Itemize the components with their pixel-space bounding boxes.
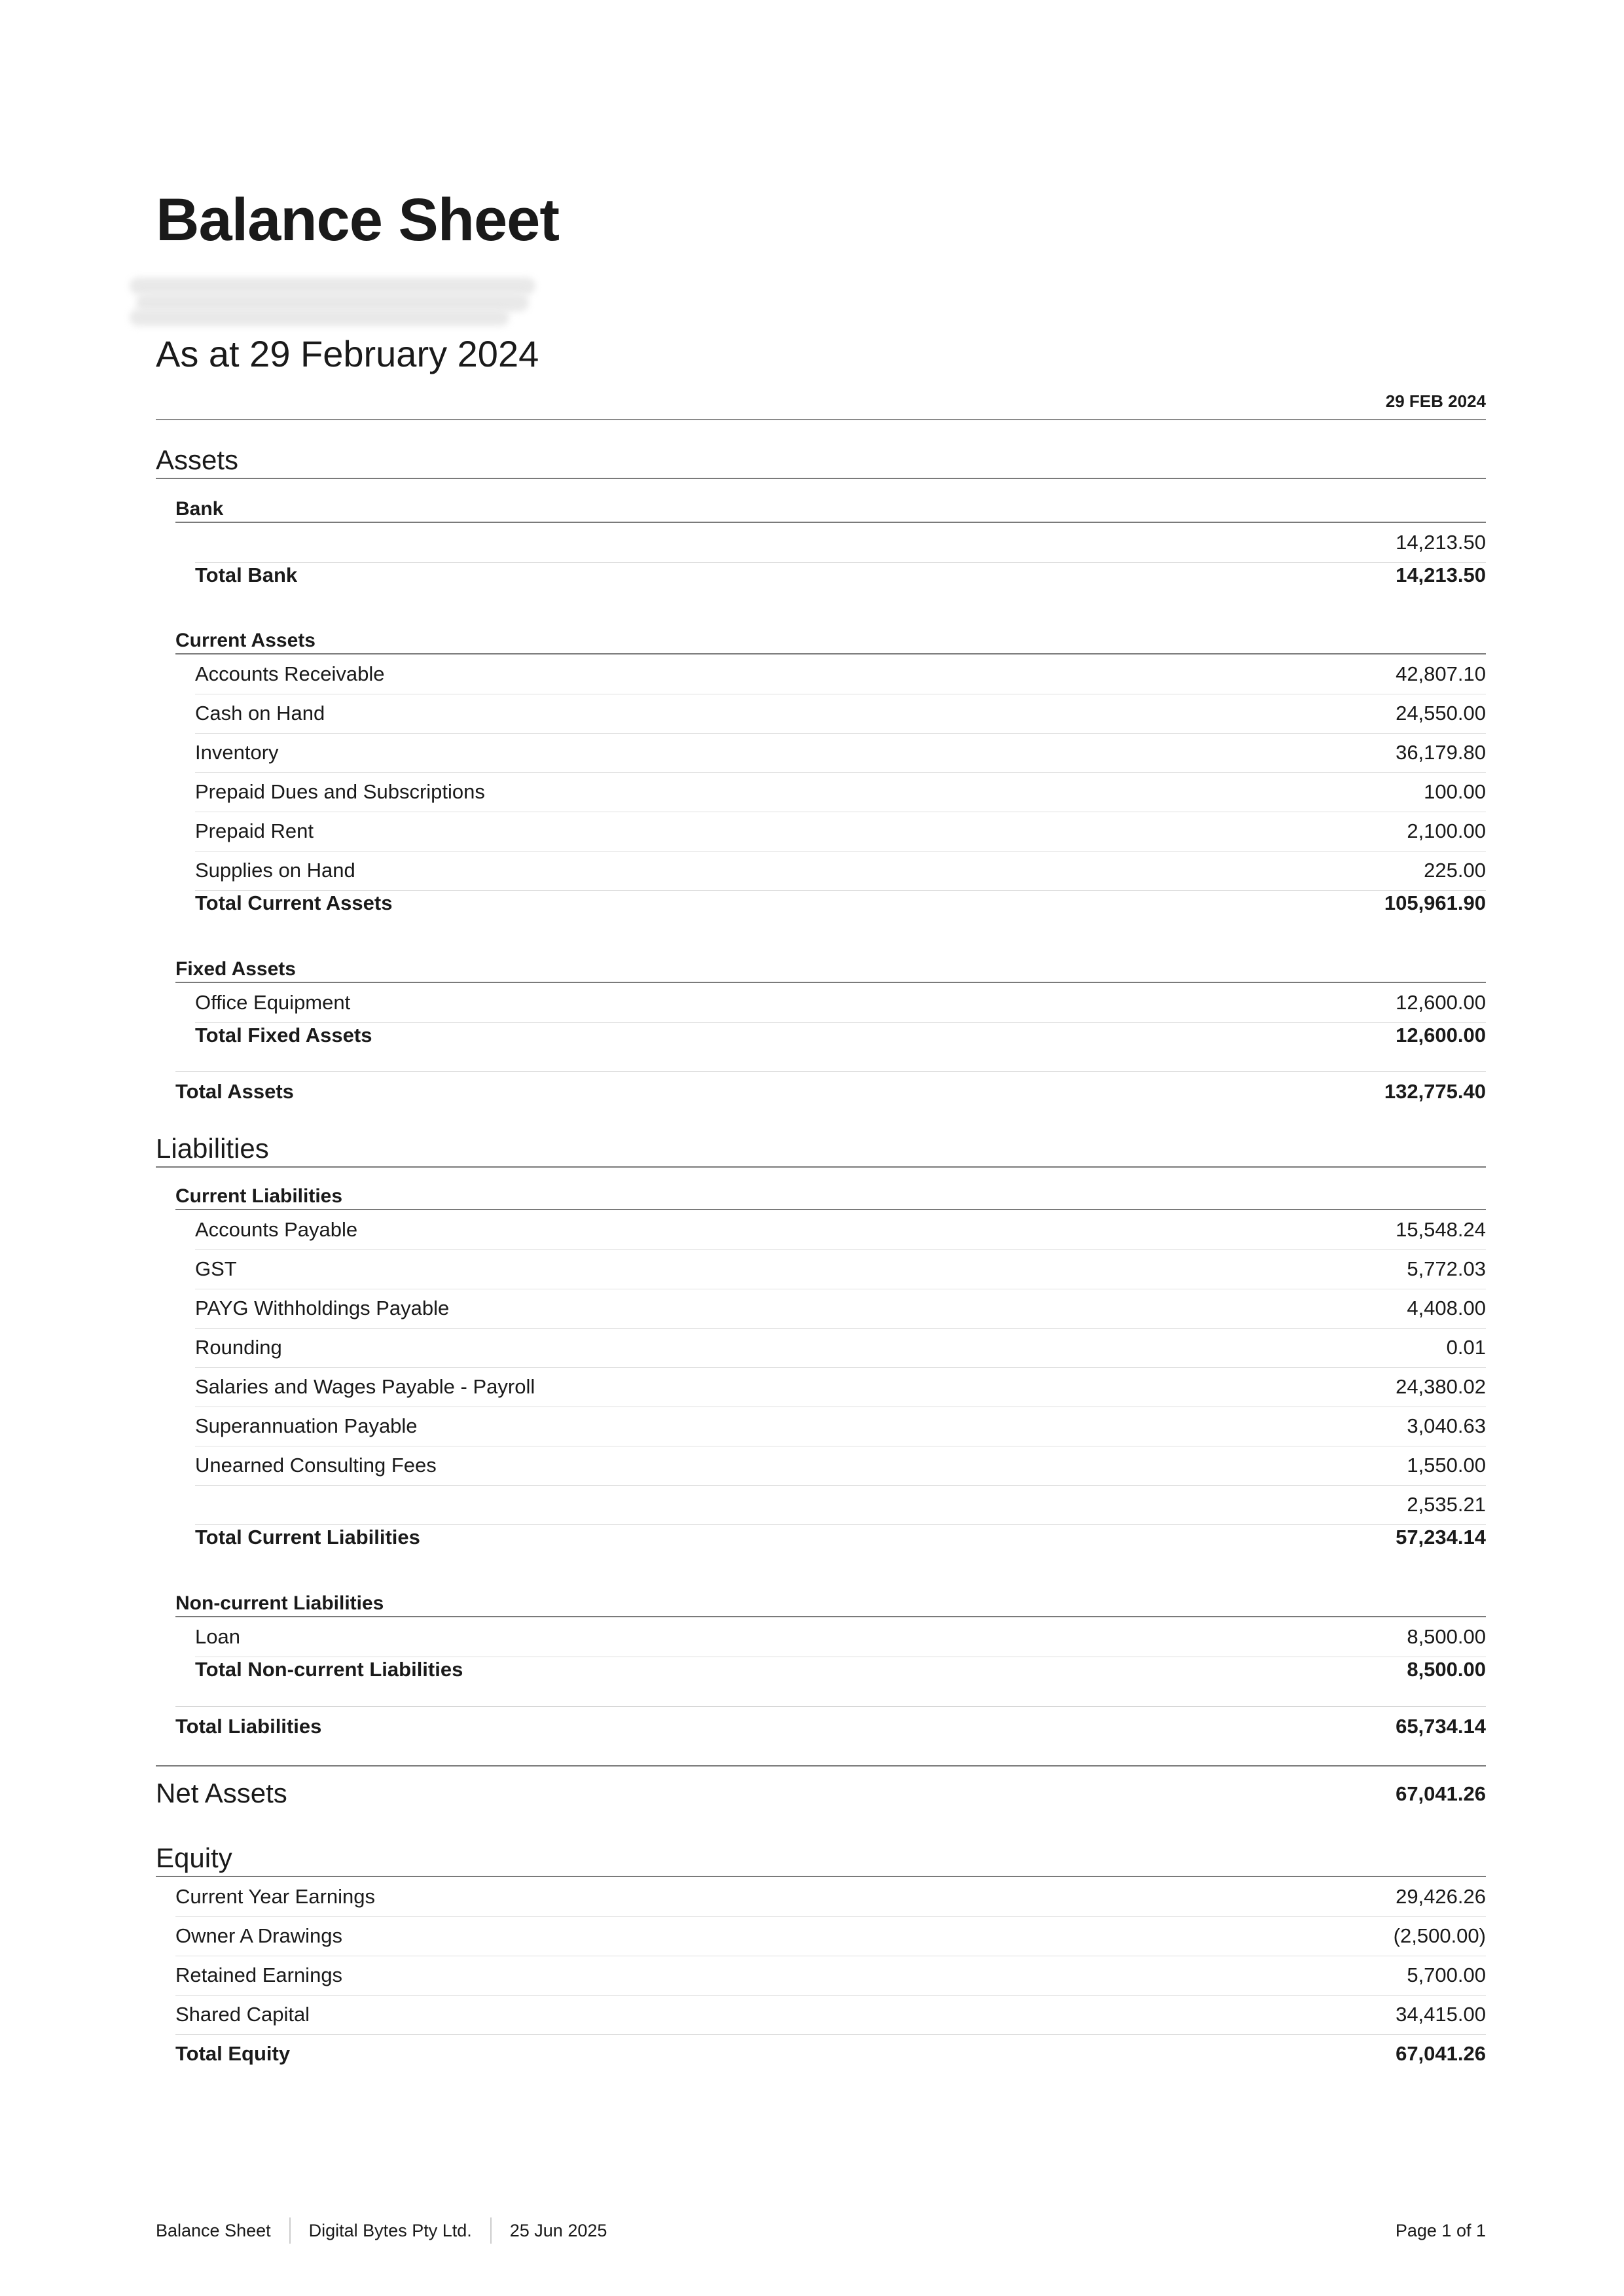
row-label: Salaries and Wages Payable - Payroll <box>195 1375 535 1398</box>
row-value: 5,772.03 <box>1407 1257 1486 1280</box>
section-divider <box>156 478 1486 479</box>
row-value: (2,500.00) <box>1393 1924 1486 1947</box>
row-label: Current Year Earnings <box>175 1885 376 1908</box>
row-value: 225.00 <box>1424 859 1486 882</box>
footer-page-number: Page 1 of 1 <box>1395 2221 1486 2240</box>
total-row-bank <box>195 556 1486 595</box>
table-row <box>195 812 1486 852</box>
row-value: 8,500.00 <box>1407 1625 1486 1648</box>
row-label: GST <box>195 1257 237 1280</box>
row-value: 2,535.21 <box>1407 1493 1486 1516</box>
row-value: 100.00 <box>1424 780 1486 803</box>
table-row <box>195 694 1486 734</box>
row-value: 2,100.00 <box>1407 819 1486 842</box>
footer-report-name: Balance Sheet <box>156 2221 271 2240</box>
row-value: 4,408.00 <box>1407 1297 1486 1319</box>
total-value: 12,600.00 <box>1396 1024 1486 1047</box>
table-row <box>195 1289 1486 1329</box>
row-label: Accounts Receivable <box>195 662 385 685</box>
row-value: 42,807.10 <box>1396 662 1486 685</box>
total-label: Total Liabilities <box>175 1715 322 1738</box>
table-row <box>195 1407 1486 1446</box>
table-row <box>175 1877 1486 1917</box>
net-assets-value: 67,041.26 <box>1396 1782 1486 1805</box>
row-label: Cash on Hand <box>195 702 325 725</box>
total-value: 132,775.40 <box>1384 1080 1486 1103</box>
row-value: 36,179.80 <box>1396 741 1486 764</box>
total-row-fixed-assets <box>195 1016 1486 1055</box>
group-title-noncurrent-liabilities: Non-current Liabilities <box>175 1592 384 1614</box>
total-label: Total Assets <box>175 1080 294 1103</box>
table-row <box>175 1916 1486 1956</box>
report-page <box>156 0 1486 2296</box>
row-label: Loan <box>195 1625 240 1648</box>
row-value: 3,040.63 <box>1407 1414 1486 1437</box>
table-row <box>195 1210 1486 1250</box>
total-row-noncurrent-liabilities <box>195 1650 1486 1689</box>
table-row <box>175 1956 1486 1996</box>
row-value: 0.01 <box>1446 1336 1486 1359</box>
row-label: Owner A Drawings <box>175 1924 342 1947</box>
row-label: Superannuation Payable <box>195 1414 418 1437</box>
row-label: Supplies on Hand <box>195 859 355 882</box>
row-value: 15,548.24 <box>1396 1218 1486 1241</box>
table-row <box>195 1328 1486 1368</box>
total-label: Total Current Assets <box>195 891 393 914</box>
row-label: Unearned Consulting Fees <box>195 1454 437 1477</box>
row-value: 5,700.00 <box>1407 1964 1486 1986</box>
row-value: 29,426.26 <box>1396 1885 1486 1908</box>
group-title-fixed-assets: Fixed Assets <box>175 958 296 980</box>
section-title-assets: Assets <box>156 444 239 475</box>
total-value: 57,234.14 <box>1396 1526 1486 1549</box>
report-date-subtitle: As at 29 February 2024 <box>156 333 539 374</box>
page-footer <box>156 2217 1486 2244</box>
table-row <box>195 655 1486 694</box>
total-value: 8,500.00 <box>1407 1658 1486 1681</box>
section-title-liabilities: Liabilities <box>156 1133 269 1164</box>
total-row-current-assets <box>195 884 1486 923</box>
redacted-company-name <box>130 274 549 330</box>
row-label: Prepaid Dues and Subscriptions <box>195 780 485 803</box>
total-label: Total Current Liabilities <box>195 1526 420 1549</box>
row-value: 1,550.00 <box>1407 1454 1486 1477</box>
row-value: 24,550.00 <box>1396 702 1486 725</box>
total-row-current-liabilities <box>195 1518 1486 1557</box>
footer-date: 25 Jun 2025 <box>490 2217 626 2244</box>
table-row <box>195 1446 1486 1486</box>
table-row <box>195 733 1486 773</box>
total-label: Total Equity <box>175 2042 291 2065</box>
report-title: Balance Sheet <box>156 187 559 253</box>
total-value: 65,734.14 <box>1396 1715 1486 1738</box>
total-row-assets <box>175 1071 1486 1111</box>
table-row <box>195 1367 1486 1407</box>
total-label: Total Fixed Assets <box>195 1024 372 1047</box>
table-row <box>175 1995 1486 2035</box>
row-value: 24,380.02 <box>1396 1375 1486 1398</box>
row-label: PAYG Withholdings Payable <box>195 1297 450 1319</box>
net-assets-row <box>156 1765 1486 1819</box>
footer-company: Digital Bytes Pty Ltd. <box>289 2217 490 2244</box>
header-divider <box>156 419 1486 420</box>
group-title-current-assets: Current Assets <box>175 630 316 651</box>
total-value: 67,041.26 <box>1396 2042 1486 2065</box>
row-label: Retained Earnings <box>175 1964 343 1986</box>
section-divider <box>156 1166 1486 1168</box>
net-assets-label: Net Assets <box>156 1778 287 1808</box>
row-label: Shared Capital <box>175 2003 310 2026</box>
table-row <box>195 772 1486 812</box>
row-value: 34,415.00 <box>1396 2003 1486 2026</box>
total-row-equity <box>175 2034 1486 2073</box>
total-value: 14,213.50 <box>1396 564 1486 586</box>
section-title-equity: Equity <box>156 1842 232 1873</box>
group-title-bank: Bank <box>175 498 224 520</box>
row-label: Prepaid Rent <box>195 819 314 842</box>
total-label: Total Bank <box>195 564 298 586</box>
column-header-date: 29 FEB 2024 <box>1385 391 1486 411</box>
total-value: 105,961.90 <box>1384 891 1486 914</box>
table-row <box>195 1249 1486 1289</box>
row-label: Rounding <box>195 1336 282 1359</box>
group-title-current-liabilities: Current Liabilities <box>175 1185 343 1207</box>
total-row-liabilities <box>175 1706 1486 1746</box>
row-value: 14,213.50 <box>1396 531 1486 554</box>
row-value: 12,600.00 <box>1396 991 1486 1014</box>
row-label: Inventory <box>195 741 279 764</box>
row-label: Accounts Payable <box>195 1218 358 1241</box>
row-label: Office Equipment <box>195 991 351 1014</box>
total-label: Total Non-current Liabilities <box>195 1658 463 1681</box>
